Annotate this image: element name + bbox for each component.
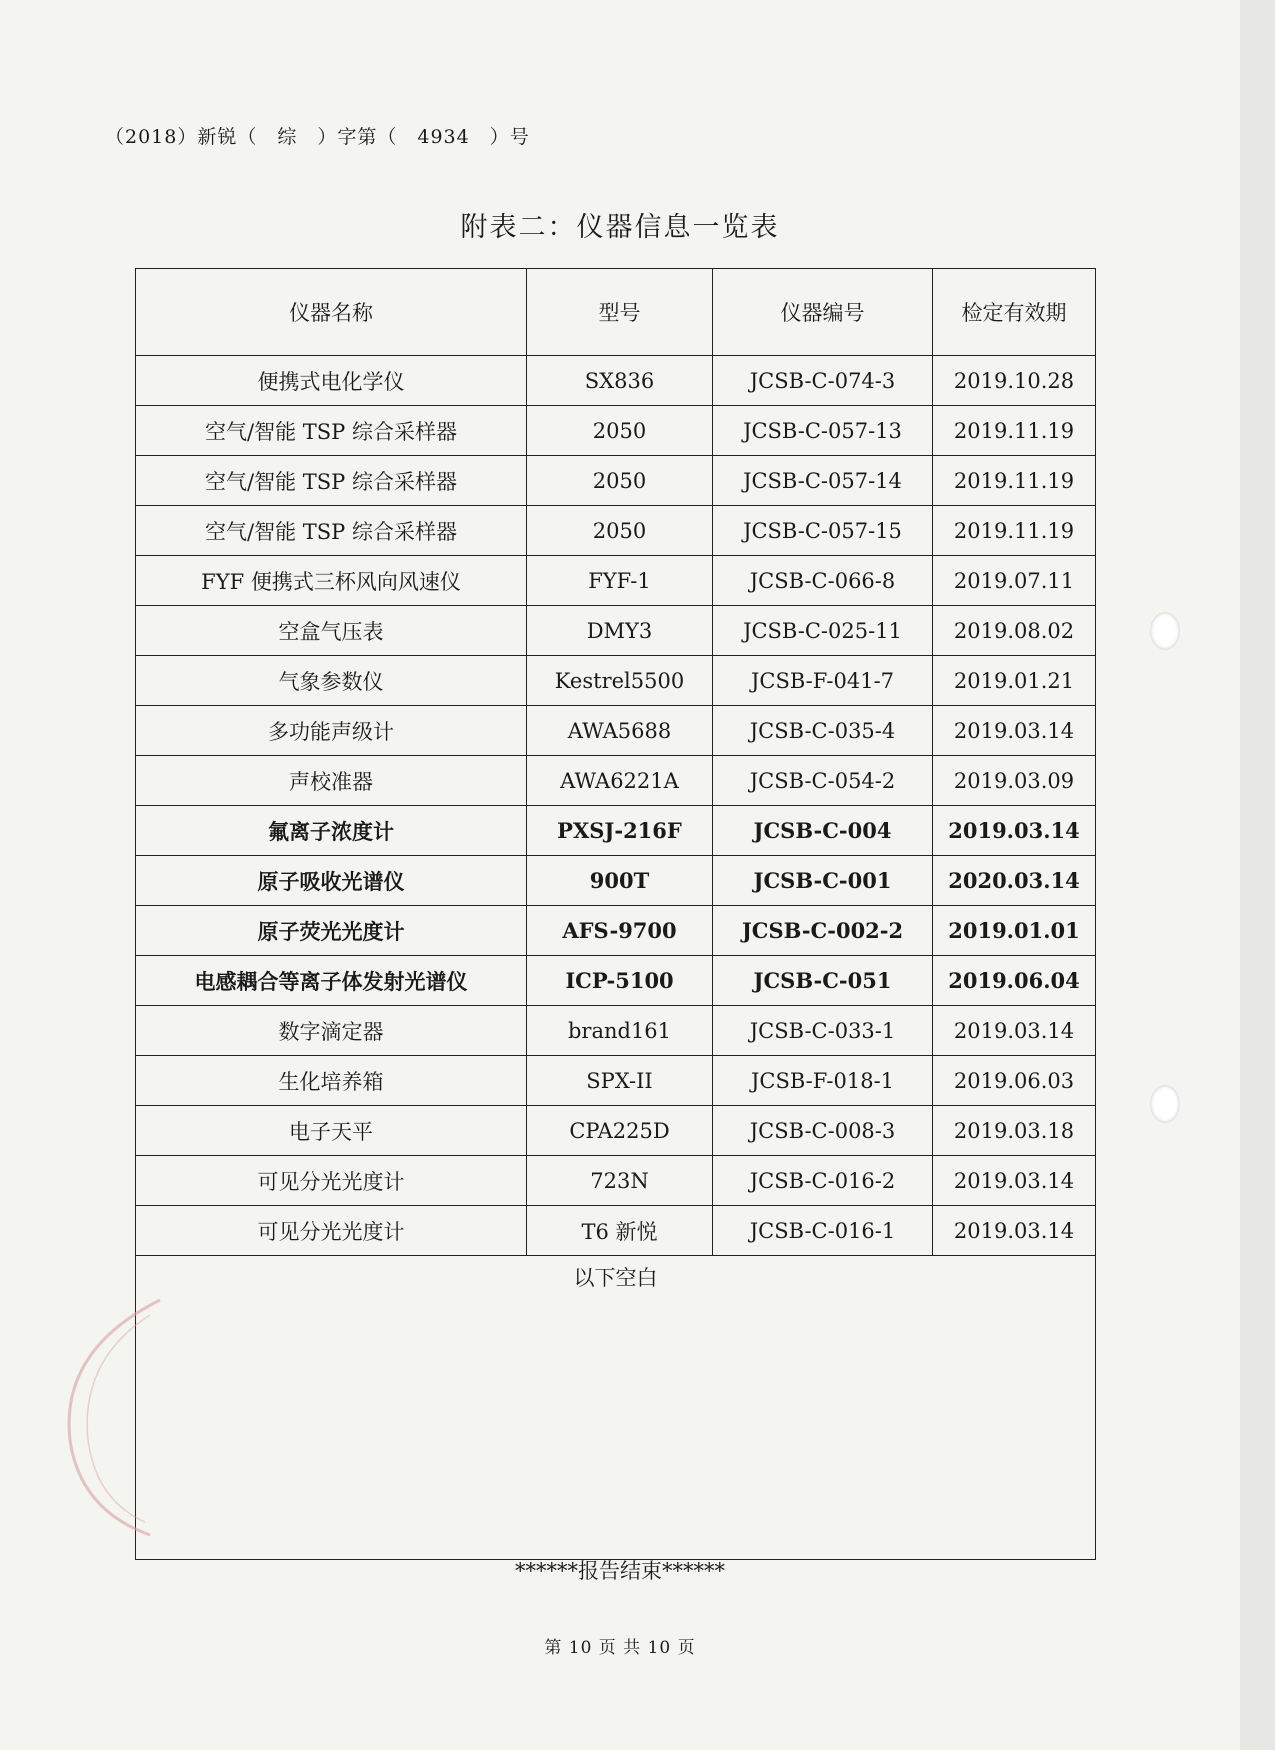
cell-instrument-code: JCSB-C-057-13 [713, 406, 933, 456]
cell-instrument-code: JCSB-C-002-2 [713, 906, 933, 956]
table-row [136, 906, 1096, 956]
report-end-marker: ******报告结束****** [515, 1559, 725, 1583]
cell-model: SPX-II [527, 1056, 713, 1106]
cell-instrument-code: JCSB-C-057-14 [713, 456, 933, 506]
table-row [136, 606, 1096, 656]
cell-instrument-code: JCSB-C-016-1 [713, 1206, 933, 1256]
cell-valid-date: 2019.11.19 [933, 406, 1096, 456]
cell-valid-date: 2019.07.11 [933, 556, 1096, 606]
cell-model: AFS-9700 [527, 906, 713, 956]
cell-model: 2050 [527, 506, 713, 556]
cell-instrument-name: 原子荧光光度计 [136, 906, 527, 956]
cell-model: 2050 [527, 456, 713, 506]
table-row [136, 656, 1096, 706]
table-row [136, 356, 1096, 406]
cell-instrument-code: JCSB-F-041-7 [713, 656, 933, 706]
cell-model: 900T [527, 856, 713, 906]
header-code: 仪器编号 [713, 269, 933, 356]
report-reference: （2018）新锐（ 综 ）字第（ 4934 ）号 [105, 126, 530, 148]
cell-instrument-name: 声校准器 [136, 756, 527, 806]
cell-valid-date: 2019.10.28 [933, 356, 1096, 406]
cell-instrument-code: JCSB-C-025-11 [713, 606, 933, 656]
cell-instrument-name: 空气/智能 TSP 综合采样器 [136, 506, 527, 556]
cell-model: CPA225D [527, 1106, 713, 1156]
cell-instrument-name: 电感耦合等离子体发射光谱仪 [136, 956, 527, 1006]
cell-valid-date: 2019.03.14 [933, 1156, 1096, 1206]
cell-instrument-code: JCSB-C-008-3 [713, 1106, 933, 1156]
cell-model: Kestrel5500 [527, 656, 713, 706]
cell-model: DMY3 [527, 606, 713, 656]
cell-instrument-code: JCSB-C-001 [713, 856, 933, 906]
cell-instrument-name: 气象参数仪 [136, 656, 527, 706]
cell-valid-date: 2019.08.02 [933, 606, 1096, 656]
cell-instrument-name: 空气/智能 TSP 综合采样器 [136, 456, 527, 506]
table-row [136, 1156, 1096, 1206]
cell-valid-date: 2019.11.19 [933, 506, 1096, 556]
cell-instrument-name: 氟离子浓度计 [136, 806, 527, 856]
cell-model: AWA6221A [527, 756, 713, 806]
table-row [136, 806, 1096, 856]
table-row [136, 456, 1096, 506]
blank-note: 以下空白 [136, 1256, 1096, 1560]
table-row [136, 1056, 1096, 1106]
table-row [136, 856, 1096, 906]
cell-valid-date: 2019.06.03 [933, 1056, 1096, 1106]
table-row [136, 1106, 1096, 1156]
cell-valid-date: 2020.03.14 [933, 856, 1096, 906]
table-row [136, 1206, 1096, 1256]
cell-instrument-name: 空盒气压表 [136, 606, 527, 656]
cell-instrument-code: JCSB-C-054-2 [713, 756, 933, 806]
cell-model: FYF-1 [527, 556, 713, 606]
cell-instrument-name: 便携式电化学仪 [136, 356, 527, 406]
cell-instrument-code: JCSB-C-033-1 [713, 1006, 933, 1056]
cell-instrument-name: 多功能声级计 [136, 706, 527, 756]
cell-instrument-name: 可见分光光度计 [136, 1206, 527, 1256]
cell-model: brand161 [527, 1006, 713, 1056]
table-row [136, 1006, 1096, 1056]
cell-instrument-code: JCSB-C-035-4 [713, 706, 933, 756]
page-edge [1240, 0, 1275, 1750]
cell-instrument-name: 空气/智能 TSP 综合采样器 [136, 406, 527, 456]
cell-instrument-name: 可见分光光度计 [136, 1156, 527, 1206]
cell-instrument-name: 原子吸收光谱仪 [136, 856, 527, 906]
table-row [136, 406, 1096, 456]
instrument-table [135, 268, 1096, 1560]
cell-instrument-code: JCSB-C-016-2 [713, 1156, 933, 1206]
cell-instrument-code: JCSB-C-057-15 [713, 506, 933, 556]
cell-valid-date: 2019.01.01 [933, 906, 1096, 956]
cell-model: 723N [527, 1156, 713, 1206]
cell-valid-date: 2019.03.18 [933, 1106, 1096, 1156]
table-row [136, 956, 1096, 1006]
cell-model: SX836 [527, 356, 713, 406]
cell-model: PXSJ-216F [527, 806, 713, 856]
table-row [136, 756, 1096, 806]
seal-stamp [40, 1290, 180, 1540]
cell-model: AWA5688 [527, 706, 713, 756]
cell-valid-date: 2019.06.04 [933, 956, 1096, 1006]
cell-valid-date: 2019.03.14 [933, 706, 1096, 756]
header-name: 仪器名称 [136, 269, 527, 356]
header-valid-date: 检定有效期 [933, 269, 1096, 356]
cell-instrument-code: JCSB-F-018-1 [713, 1056, 933, 1106]
table-row [136, 706, 1096, 756]
cell-instrument-name: FYF 便携式三杯风向风速仪 [136, 556, 527, 606]
cell-valid-date: 2019.03.09 [933, 756, 1096, 806]
table-row [136, 556, 1096, 606]
cell-model: T6 新悦 [527, 1206, 713, 1256]
table-header-row [136, 269, 1096, 356]
cell-instrument-name: 电子天平 [136, 1106, 527, 1156]
punch-hole [1150, 612, 1180, 650]
cell-valid-date: 2019.01.21 [933, 656, 1096, 706]
punch-hole [1150, 1085, 1180, 1123]
cell-instrument-code: JCSB-C-051 [713, 956, 933, 1006]
cell-instrument-name: 数字滴定器 [136, 1006, 527, 1056]
cell-instrument-code: JCSB-C-004 [713, 806, 933, 856]
cell-valid-date: 2019.03.14 [933, 1206, 1096, 1256]
blank-row [136, 1256, 1096, 1560]
cell-valid-date: 2019.03.14 [933, 1006, 1096, 1056]
header-model: 型号 [527, 269, 713, 356]
cell-instrument-code: JCSB-C-066-8 [713, 556, 933, 606]
table-row [136, 506, 1096, 556]
cell-valid-date: 2019.03.14 [933, 806, 1096, 856]
cell-valid-date: 2019.11.19 [933, 456, 1096, 506]
cell-instrument-code: JCSB-C-074-3 [713, 356, 933, 406]
page-number: 第 10 页 共 10 页 [544, 1638, 696, 1658]
cell-instrument-name: 生化培养箱 [136, 1056, 527, 1106]
cell-model: 2050 [527, 406, 713, 456]
cell-model: ICP-5100 [527, 956, 713, 1006]
table-title: 附表二：仪器信息一览表 [460, 212, 780, 243]
